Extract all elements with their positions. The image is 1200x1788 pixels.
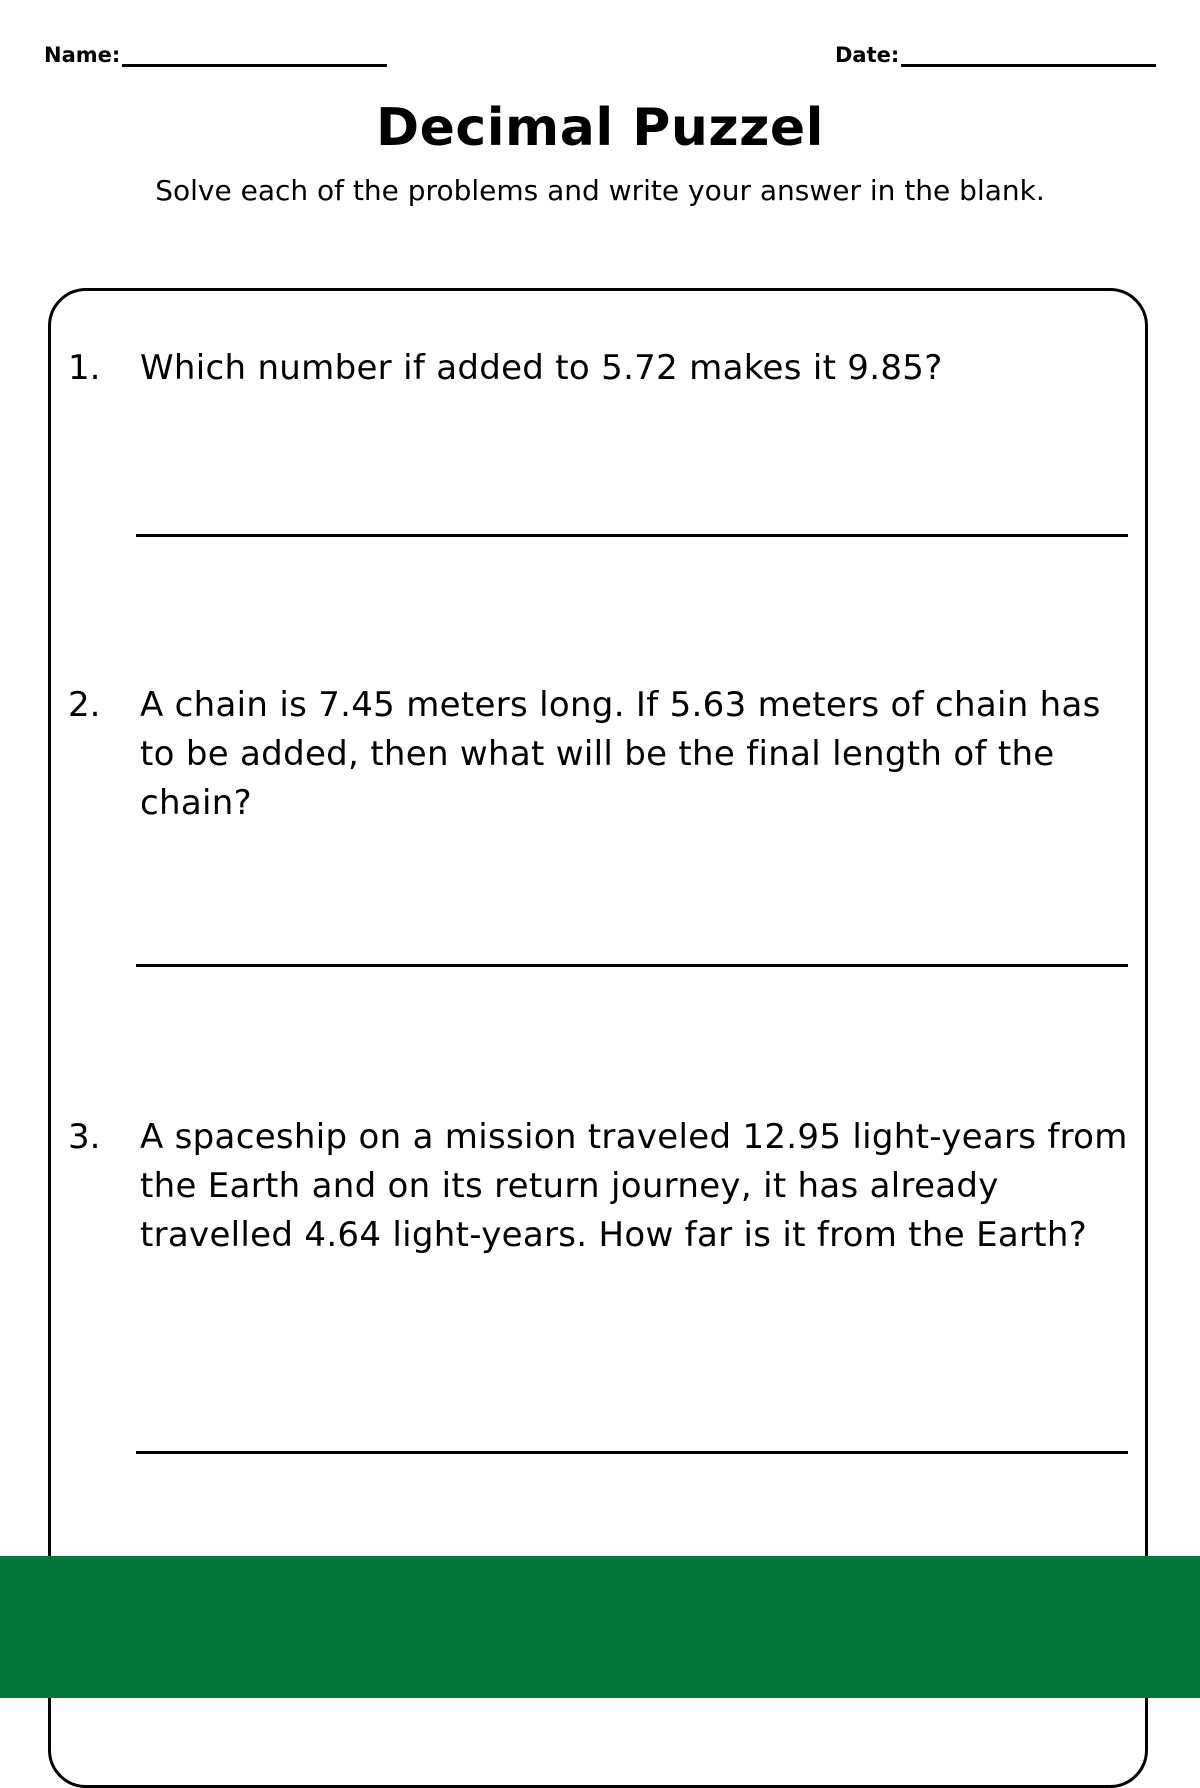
date-field[interactable] bbox=[835, 42, 1156, 67]
question-2 bbox=[68, 681, 1128, 828]
question-number: 3. bbox=[68, 1117, 101, 1157]
question-3 bbox=[68, 1113, 1128, 1260]
name-label: Name: bbox=[44, 43, 121, 67]
question-text: A chain is 7.45 meters long. If 5.63 meters of chain has to be added, then what will be the final length of the chain? bbox=[140, 685, 1101, 823]
answer-blank-1[interactable] bbox=[136, 534, 1128, 537]
worksheet-instructions: Solve each of the problems and write your answer in the blank. bbox=[155, 174, 1045, 207]
worksheet-title: Decimal Puzzel bbox=[375, 98, 825, 158]
date-blank[interactable] bbox=[901, 42, 1156, 67]
name-field[interactable] bbox=[44, 42, 387, 67]
question-number: 1. bbox=[68, 348, 101, 388]
answer-blank-2[interactable] bbox=[136, 964, 1128, 967]
question-text: A spaceship on a mission traveled 12.95 light-years from the Earth and on its return journey, it has already travelled 4.64 light-years. How far is it from the Earth? bbox=[140, 1117, 1128, 1255]
name-blank[interactable] bbox=[122, 42, 387, 67]
question-1 bbox=[68, 344, 1128, 393]
footer-bar bbox=[0, 1556, 1200, 1698]
date-label: Date: bbox=[835, 43, 900, 67]
answer-blank-3[interactable] bbox=[136, 1451, 1128, 1454]
question-number: 2. bbox=[68, 685, 101, 725]
question-text: Which number if added to 5.72 makes it 9.85? bbox=[140, 348, 943, 388]
